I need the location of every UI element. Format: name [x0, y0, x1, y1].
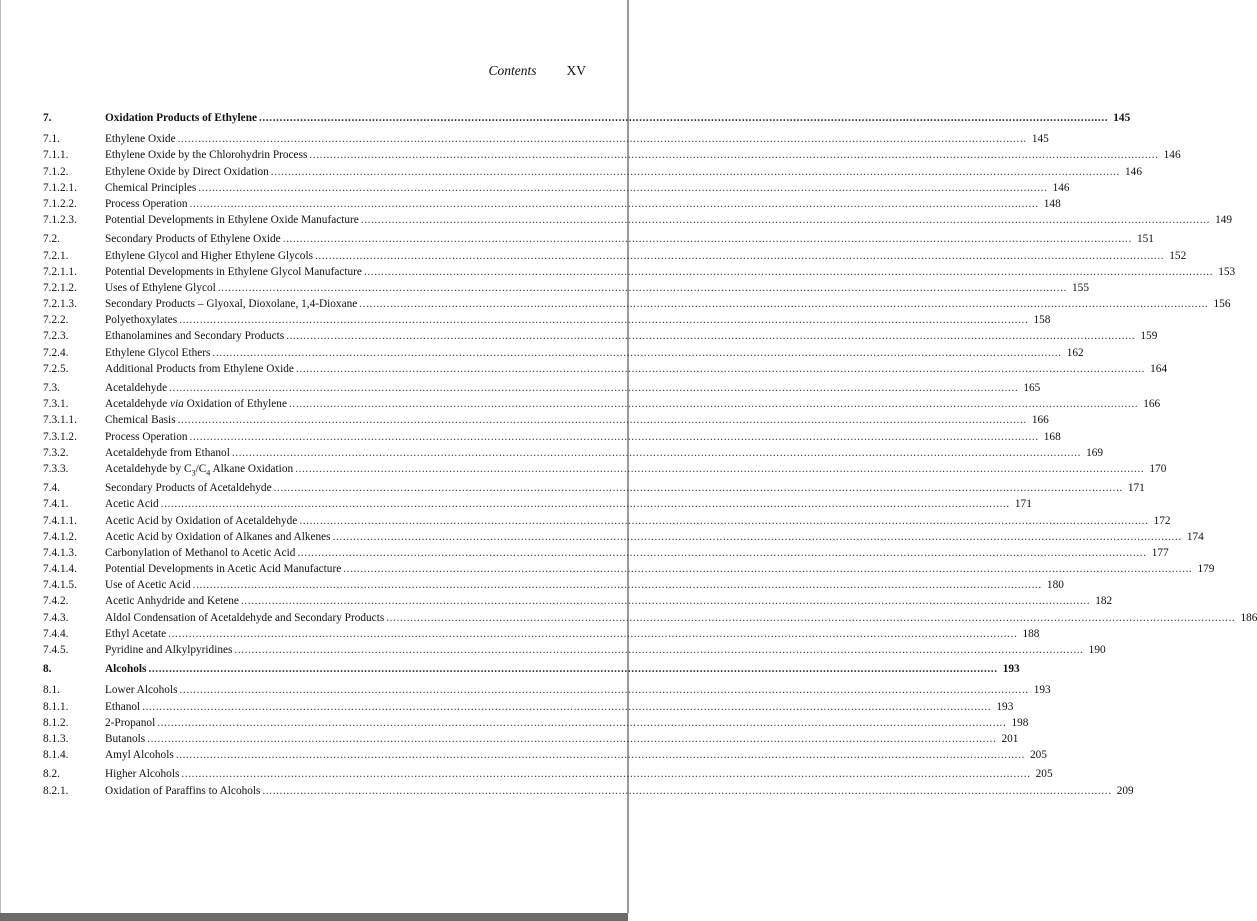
toc-section-title: Process Operation [105, 197, 188, 210]
toc-entry-row[interactable] [43, 577, 1064, 593]
toc-page-number: 186 [1240, 611, 1257, 624]
toc-leader-dots [283, 231, 1132, 247]
toc-leader-dots [309, 147, 1158, 163]
toc-page-number: 209 [1116, 784, 1134, 797]
toc-page-number: 151 [1136, 233, 1154, 246]
toc-page-number: 190 [1088, 644, 1106, 656]
toc-section-title: Chemical Basis [105, 414, 176, 427]
toc-section-title: Secondary Products – Glyoxal, Dioxolane, 1,4-Dioxane [105, 298, 358, 311]
toc-section-title: Oxidation Products of Ethylene [105, 112, 257, 124]
toc-section-number: 7.4.2. [43, 595, 69, 608]
toc-section-number: 7.1.2. [43, 165, 69, 178]
toc-leader-dots [274, 480, 1123, 496]
toc-entry-row[interactable] [43, 545, 1169, 561]
toc-section-title: Ethanol [105, 700, 141, 713]
toc-entry-row[interactable] [43, 164, 1142, 180]
toc-section-number: 8.2. [43, 768, 60, 781]
toc-entry-row[interactable] [43, 212, 1233, 228]
toc-leader-dots [181, 766, 1030, 782]
toc-page-number: 205 [1035, 768, 1053, 781]
toc-section-title: Higher Alcohols [105, 768, 180, 781]
toc-entry-row[interactable] [43, 429, 1061, 445]
toc-section-number: 7.2.1.3. [43, 298, 77, 311]
running-head-title: Contents [488, 63, 537, 78]
toc-section-number: 8.1.4. [43, 749, 69, 762]
toc-section-number: 7.1.2.2. [43, 197, 77, 210]
toc-section-title: Additional Products from Ethylene Oxide [105, 362, 294, 375]
toc-section-title: Uses of Ethylene Glycol [105, 281, 216, 294]
toc-entry-row[interactable] [43, 280, 1089, 296]
toc-page-number: 153 [1218, 265, 1236, 278]
toc-section-title: Oxidation of Paraffins to Alcohols [105, 784, 261, 797]
toc-section-number: 8.1. [43, 684, 60, 697]
toc-page-number: 169 [1086, 446, 1104, 459]
toc-section-number: 7.4.4. [43, 627, 69, 640]
toc-entry-row[interactable] [43, 380, 1041, 396]
toc-section-title: Secondary Products of Acetaldehyde [105, 482, 272, 495]
toc-page-number: 170 [1149, 462, 1167, 475]
toc-section-title: Potential Developments in Ethylene Oxide Manufacture [105, 214, 359, 227]
toc-leader-dots [178, 131, 1027, 147]
toc-page-number: 177 [1151, 546, 1169, 559]
toc-leader-dots [299, 513, 1148, 529]
toc-section-number: 7.4.1.1. [43, 514, 77, 527]
toc-section-title: Chemical Principles [105, 181, 197, 194]
toc-section-number: 7.4.1.3. [43, 546, 77, 559]
toc-leader-dots [241, 593, 1090, 609]
toc-section-title: Lower Alcohols [105, 684, 178, 697]
toc-entry-row[interactable] [43, 264, 1236, 280]
toc-section-title: 2-Propanol [105, 716, 156, 729]
toc-leader-dots [295, 461, 1144, 477]
toc-page-number: 165 [1023, 382, 1041, 394]
toc-section-number: 8. [43, 663, 52, 676]
toc-entry-row[interactable] [43, 412, 1049, 428]
toc-entry-row[interactable] [43, 715, 1029, 731]
toc-page-number: 166 [1031, 414, 1049, 427]
toc-section-number: 7.4.5. [43, 644, 69, 656]
toc-entry-row[interactable] [43, 248, 1187, 264]
toc-entry-row[interactable] [43, 766, 1053, 782]
toc-section-number: 8.1.1. [43, 700, 69, 713]
toc-section-title: Carbonylation of Methanol to Acetic Acid [105, 546, 296, 559]
toc-page-number: 201 [1001, 732, 1019, 745]
toc-section-number: 8.1.2. [43, 716, 69, 729]
toc-entry-row[interactable] [43, 610, 1257, 626]
toc-section-number: 7.3.3. [43, 462, 69, 475]
toc-chapter-row[interactable] [43, 661, 1020, 677]
toc-leader-dots [286, 328, 1135, 344]
toc-entry-row[interactable] [43, 626, 1040, 642]
toc-leader-dots [193, 577, 1042, 593]
running-head [488, 63, 586, 79]
toc-section-title: Use of Acetic Acid [105, 579, 191, 592]
toc-entry-row[interactable] [43, 480, 1145, 496]
toc-section-number: 7.4.3. [43, 611, 69, 624]
toc-section-title: Ethylene Oxide by the Chlorohydrin Process [105, 149, 308, 162]
toc-entry-row[interactable] [43, 496, 1032, 512]
toc-section-number: 7.2.2. [43, 314, 69, 327]
toc-page-number: 156 [1213, 298, 1231, 311]
toc-page-number: 159 [1140, 330, 1158, 343]
toc-section-number: 8.2.1. [43, 784, 69, 797]
toc-leader-dots [148, 661, 997, 677]
toc-entry-row[interactable] [43, 396, 1161, 412]
toc-leader-dots [212, 345, 1061, 361]
toc-page-number: 182 [1095, 595, 1113, 608]
toc-page-number: 145 [1031, 133, 1049, 146]
toc-section-number: 7.3.1. [43, 398, 69, 411]
toc-leader-dots [168, 626, 1017, 642]
toc-section-number: 7.3.1.1. [43, 414, 77, 427]
toc-section-number: 7.3. [43, 382, 60, 394]
toc-section-title: Ethanolamines and Secondary Products [105, 330, 285, 343]
toc-leader-dots [179, 682, 1028, 698]
toc-leader-dots [315, 248, 1164, 264]
toc-section-title: Secondary Products of Ethylene Oxide [105, 233, 281, 246]
toc-entry-row[interactable] [43, 361, 1168, 377]
viewer-bottom-bar [0, 913, 628, 921]
toc-section-number: 7.2.1. [43, 249, 69, 262]
toc-page-number: 193 [996, 700, 1014, 713]
toc-section-number: 7.2.5. [43, 362, 69, 375]
toc-section-number: 7. [43, 112, 52, 124]
toc-page-number: 146 [1163, 149, 1181, 162]
toc-section-number: 7.2. [43, 233, 60, 246]
toc-page-number: 172 [1153, 514, 1171, 527]
toc-section-number: 7.2.3. [43, 330, 69, 343]
toc-entry-row[interactable] [43, 445, 1104, 461]
toc-leader-dots [161, 496, 1010, 512]
toc-entry-row[interactable] [43, 699, 1014, 715]
toc-section-title: Ethylene Oxide [105, 133, 176, 146]
toc-section-number: 7.4.1.5. [43, 579, 77, 592]
toc-page-number: 152 [1169, 249, 1187, 262]
toc-section-number: 7.3.1.2. [43, 430, 77, 443]
toc-leader-dots [147, 731, 996, 747]
toc-entry-row[interactable] [43, 513, 1171, 529]
toc-leader-dots [198, 180, 1047, 196]
toc-page-number: 149 [1215, 214, 1233, 227]
toc-section-title: Potential Developments in Ethylene Glycol Manufacture [105, 265, 362, 278]
toc-entry-row[interactable] [43, 312, 1051, 328]
toc-section-title: Ethyl Acetate [105, 627, 167, 640]
toc-leader-dots [190, 196, 1039, 212]
toc-section-number: 7.1.2.3. [43, 214, 77, 227]
toc-entry-row[interactable] [43, 328, 1158, 344]
toc-entry-row[interactable] [43, 461, 1167, 478]
toc-leader-dots [271, 164, 1120, 180]
toc-entry-row[interactable] [43, 642, 1106, 658]
toc-leader-dots [333, 529, 1182, 545]
toc-page-number: 146 [1125, 165, 1142, 178]
toc-page-number: 193 [1033, 684, 1051, 697]
toc-section-title: Acetaldehyde from Ethanol [105, 446, 230, 459]
toc-leader-dots [361, 212, 1210, 228]
toc-section-title: Ethylene Glycol Ethers [105, 346, 211, 359]
toc-page-number: 198 [1011, 716, 1029, 729]
toc-entry-row[interactable] [43, 345, 1084, 361]
toc-page-number: 164 [1150, 362, 1168, 375]
toc-leader-dots [289, 396, 1138, 412]
toc-page-number: 162 [1066, 346, 1084, 359]
toc-entry-row[interactable] [43, 180, 1070, 196]
toc-entry-row[interactable] [43, 529, 1204, 545]
toc-section-title: Amyl Alcohols [105, 749, 174, 762]
toc-leader-dots [218, 280, 1067, 296]
toc-section-number: 7.2.1.1. [43, 265, 77, 278]
toc-leader-dots [297, 545, 1146, 561]
toc-section-title: Alcohols [105, 663, 147, 676]
toc-leader-dots [262, 783, 1111, 799]
toc-entry-row[interactable] [43, 783, 1134, 799]
toc-leader-dots [179, 312, 1028, 328]
toc-page-number: 180 [1046, 579, 1064, 592]
toc-entry-row[interactable] [43, 231, 1154, 247]
toc-entry-row[interactable] [43, 296, 1231, 312]
toc-page-number: 205 [1030, 749, 1047, 762]
toc-leader-dots [359, 296, 1208, 312]
toc-page-number: 193 [1002, 663, 1020, 676]
toc-leader-dots [157, 715, 1006, 731]
toc-section-number: 7.4.1. [43, 498, 69, 511]
toc-section-title: Acetaldehyde by $C_3/C_4$ Alkane Oxidation [105, 462, 294, 478]
toc-chapter-row[interactable] [43, 110, 1131, 126]
toc-leader-dots [190, 429, 1039, 445]
toc-page-number: 171 [1014, 498, 1032, 511]
toc-section-title: Acetaldehyde [105, 382, 168, 394]
toc-page-number: 179 [1197, 563, 1215, 576]
toc-entry-row[interactable] [43, 561, 1215, 577]
page-number: XV [566, 63, 586, 78]
toc-section-number: 7.2.4. [43, 346, 69, 359]
toc-page-number: 148 [1043, 197, 1061, 210]
toc-section-title: Aldol Condensation of Acetaldehyde and Secondary Products [105, 611, 385, 624]
toc-section-title: Ethylene Oxide by Direct Oxidation [105, 165, 269, 178]
toc-section-number: 7.4.1.4. [43, 563, 77, 576]
toc-leader-dots [234, 642, 1083, 658]
toc-section-number: 7.1.1. [43, 149, 69, 162]
toc-entry-row[interactable] [43, 747, 1047, 763]
toc-section-number: 7.4.1.2. [43, 530, 77, 543]
toc-section-title: Acetic Acid [105, 498, 159, 511]
toc-entry-row[interactable] [43, 147, 1181, 163]
toc-leader-dots [259, 110, 1108, 126]
toc-entry-row[interactable] [43, 131, 1049, 147]
toc-entry-row[interactable] [43, 731, 1019, 747]
toc-section-title: Process Operation [105, 430, 188, 443]
toc-section-title: Acetic Acid by Oxidation of Acetaldehyde [105, 514, 298, 527]
toc-section-number: 7.1.2.1. [43, 181, 77, 194]
toc-leader-dots [296, 361, 1145, 377]
toc-entry-row[interactable] [43, 682, 1051, 698]
toc-leader-dots [142, 699, 991, 715]
toc-entry-row[interactable] [43, 593, 1113, 609]
toc-section-number: 7.4. [43, 482, 60, 495]
toc-leader-dots [364, 264, 1213, 280]
toc-page-number: 145 [1113, 112, 1131, 124]
toc-entry-row[interactable] [43, 196, 1061, 212]
toc-leader-dots [169, 380, 1018, 396]
toc-section-title: Acetaldehyde via Oxidation of Ethylene [105, 398, 287, 411]
toc-section-number: 7.2.1.2. [43, 281, 77, 294]
toc-section-title: Polyethoxylates [105, 314, 178, 327]
toc-section-title: Acetic Anhydride and Ketene [105, 595, 239, 608]
toc-leader-dots [343, 561, 1192, 577]
toc-section-number: 8.1.3. [43, 732, 69, 745]
toc-section-title: Butanols [105, 732, 146, 745]
toc-page-number: 166 [1143, 398, 1161, 411]
toc-page-number: 146 [1052, 181, 1070, 194]
toc-leader-dots [178, 412, 1027, 428]
toc-section-title: Acetic Acid by Oxidation of Alkanes and Alkenes [105, 530, 331, 543]
toc-leader-dots [386, 610, 1235, 626]
toc-page-number: 155 [1072, 281, 1089, 294]
toc-section-title: Ethylene Glycol and Higher Ethylene Glycols [105, 249, 313, 262]
toc-page-number: 168 [1043, 430, 1061, 443]
toc-section-title: Pyridine and Alkylpyridines [105, 644, 233, 656]
toc-section-number: 7.1. [43, 133, 60, 146]
toc-page-number: 158 [1033, 314, 1051, 327]
table-of-contents [43, 110, 1257, 799]
toc-page-number: 171 [1127, 482, 1145, 495]
toc-page-number: 174 [1186, 530, 1204, 543]
toc-leader-dots [176, 747, 1025, 763]
toc-leader-dots [232, 445, 1081, 461]
toc-page-number: 188 [1022, 627, 1040, 640]
toc-section-number: 7.3.2. [43, 446, 69, 459]
toc-section-title: Potential Developments in Acetic Acid Manufacture [105, 563, 342, 576]
